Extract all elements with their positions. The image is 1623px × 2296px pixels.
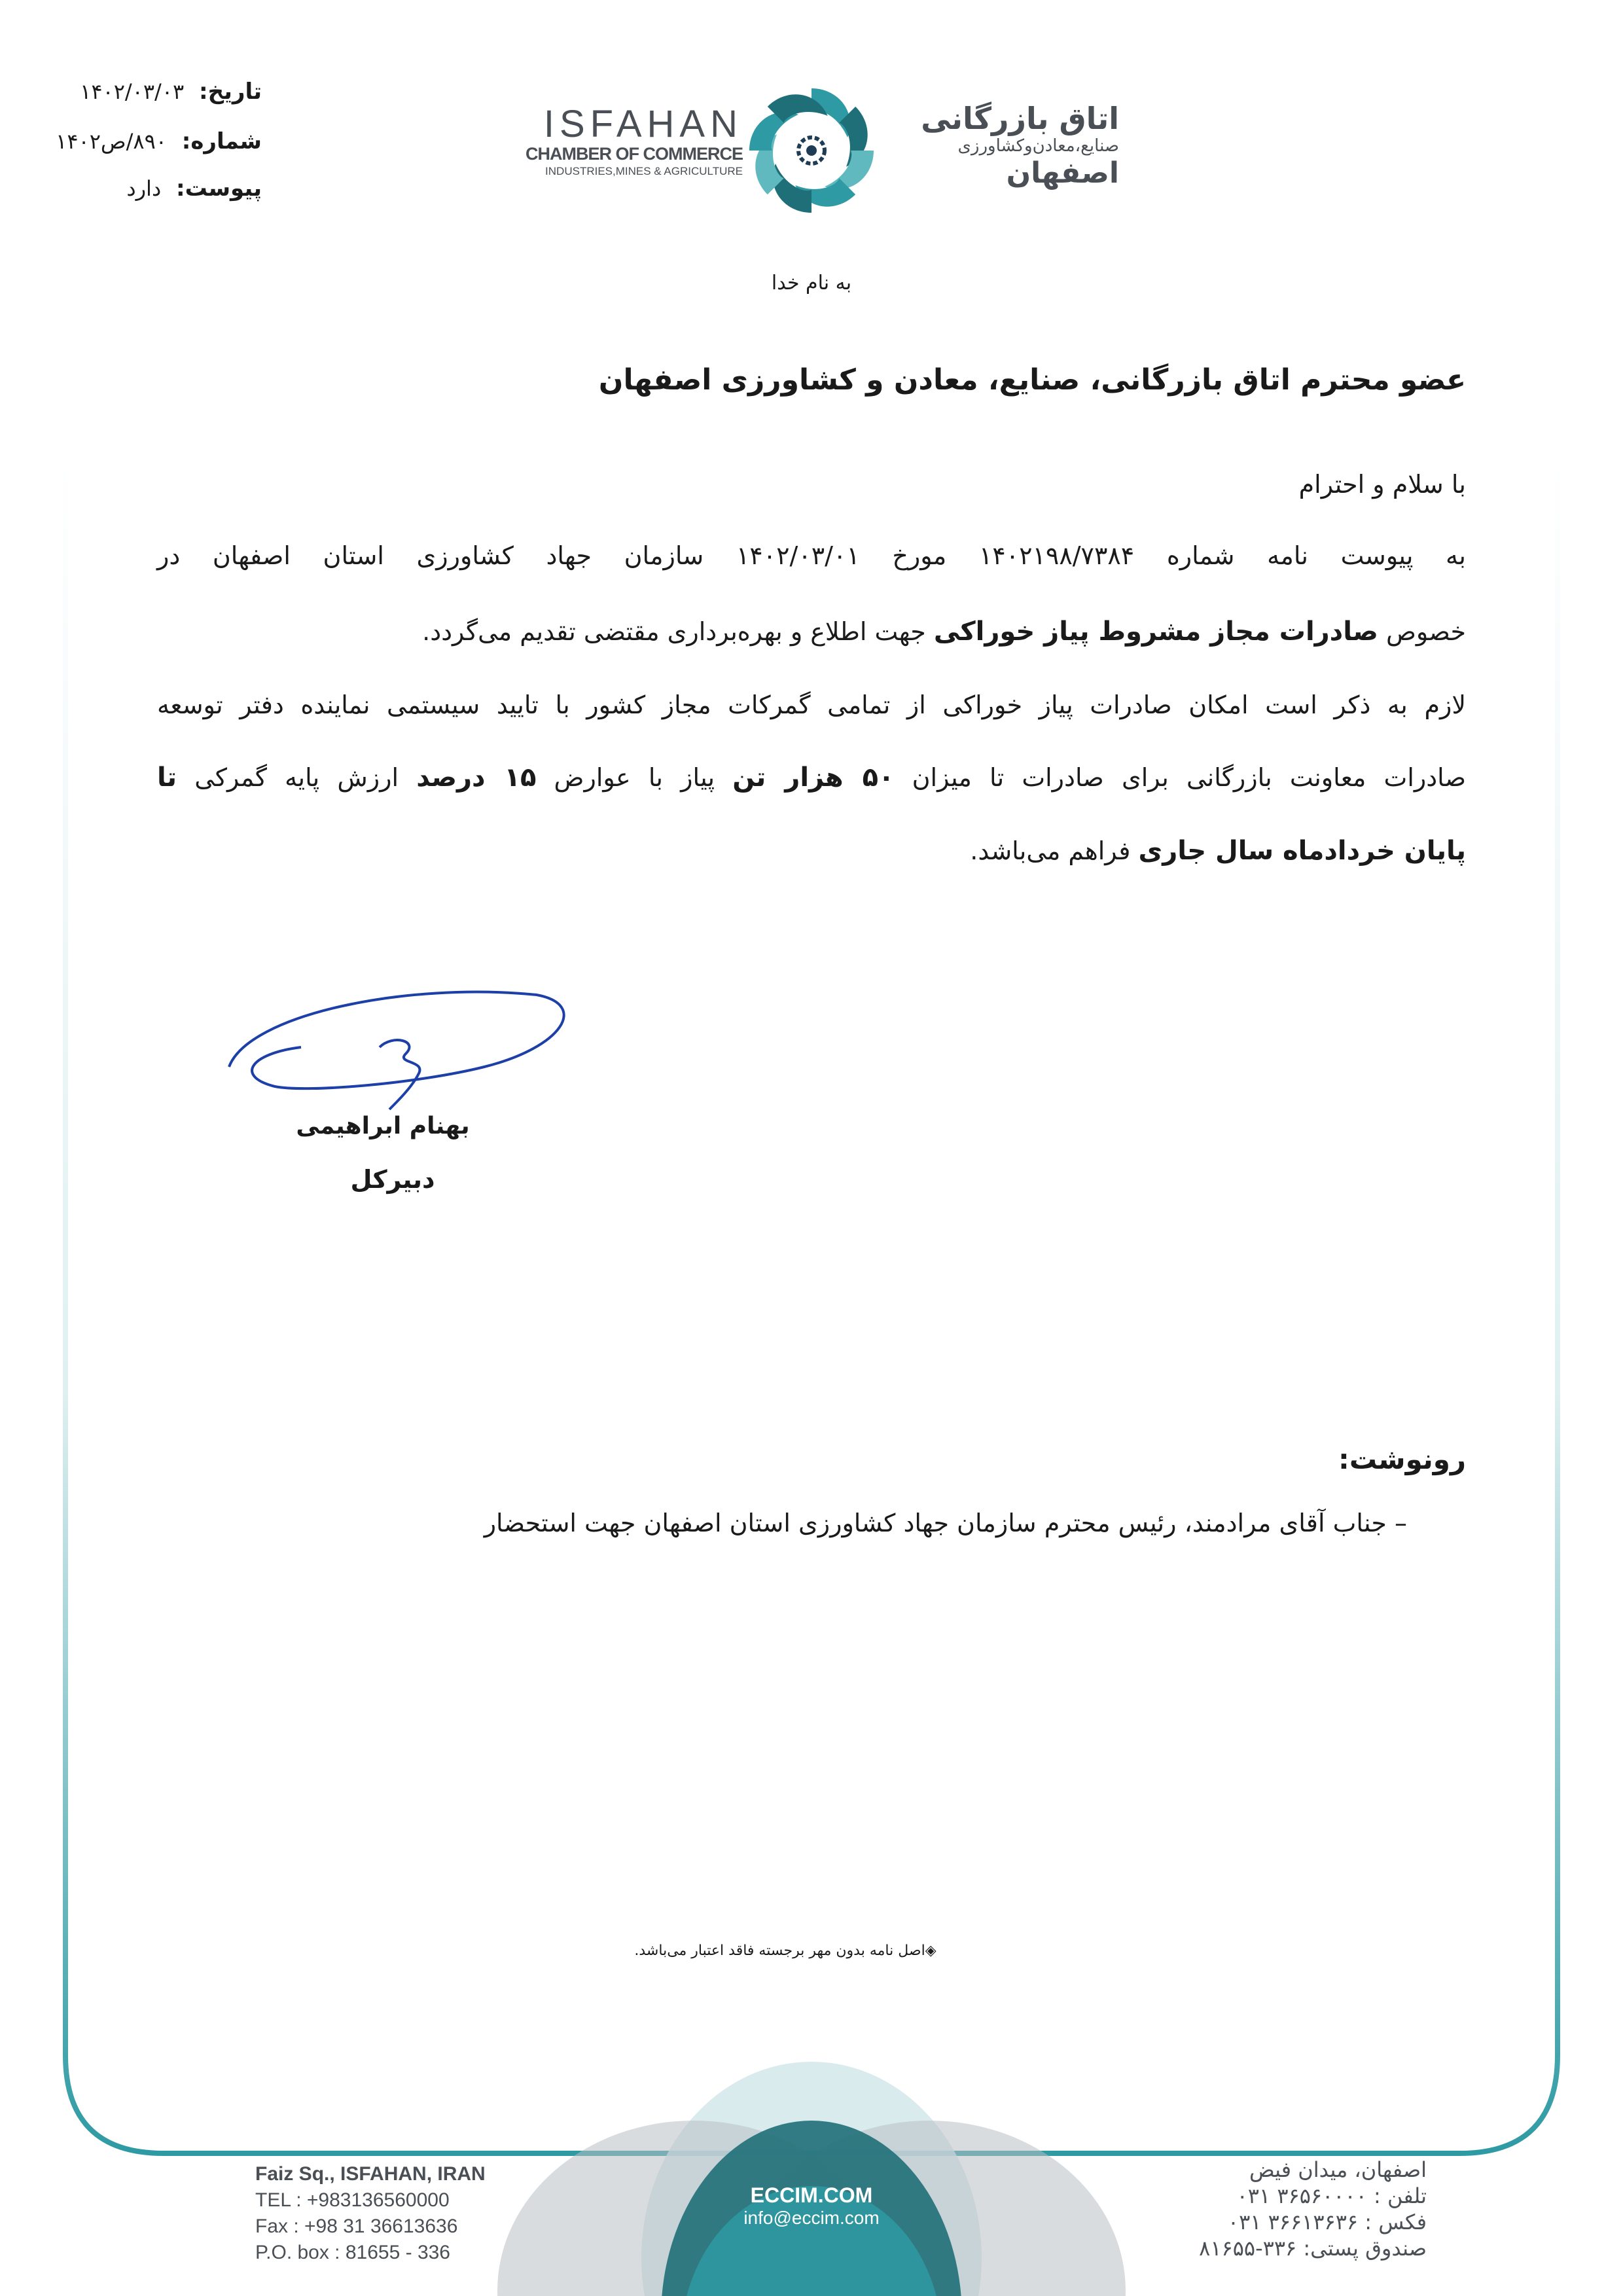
p2-text-c: ارزش پایه گمرکی <box>177 763 417 792</box>
footer-web <box>707 2183 916 2229</box>
date-row <box>46 79 262 105</box>
p2-text-b: پیاز با عوارض <box>536 763 733 792</box>
p2-text-d: فراهم می‌باشد. <box>970 836 1139 865</box>
date-value: ۱۴۰۲/۰۳/۰۳ <box>80 79 185 104</box>
p1-text-a: خصوص <box>1378 617 1466 646</box>
diamond-icon: ◈ <box>925 1943 936 1959</box>
logo-english <box>507 105 743 179</box>
paragraph1-line2 <box>157 615 1466 648</box>
p2-text-a: صادرات معاونت بازرگانی برای صادرات تا میزان <box>894 763 1466 792</box>
number-label: شماره: <box>181 128 262 154</box>
paragraph2-line2 <box>157 761 1466 794</box>
p1-text-b: جهت اطلاع و بهره‌برداری مقتضی تقدیم می‌گردد. <box>422 617 934 646</box>
paragraph1-line1: به پیوست نامه شماره ۱۴۰۲۱۹۸/۷۳۸۴ مورخ ۱۴۰۲/۰۳/۰۱ سازمان جهاد کشاورزی استان اصفهان در <box>157 541 1466 570</box>
signer-title: دبیرکل <box>350 1165 435 1194</box>
p2-bold-deadline: پایان خردادماه سال جاری <box>1138 836 1466 866</box>
logo-fa-line1: اتاق بازرگانی <box>921 101 1119 136</box>
footer-english-contact <box>255 2161 582 2266</box>
number-value: ۸۹۰/ص۱۴۰۲ <box>56 129 167 154</box>
signer-name: بهنام ابراهیمی <box>296 1113 470 1139</box>
logo-persian <box>883 101 1119 190</box>
cc-title: رونوشت: <box>1338 1443 1466 1475</box>
p2-bold-percent: ۱۵ درصد <box>416 762 537 793</box>
logo-en-line3: INDUSTRIES,MINES & AGRICULTURE <box>545 165 743 177</box>
date-label: تاریخ: <box>199 79 262 105</box>
validity-note <box>589 1943 982 1959</box>
footer-persian-contact <box>1113 2157 1427 2261</box>
footer-en-pobox: P.O. box : 81655 - 336 <box>255 2242 450 2263</box>
cc-item: – جناب آقای مرادمند، رئیس محترم سازمان جهاد کشاورزی استان اصفهان جهت استحضار <box>484 1509 1407 1537</box>
recipient-line: عضو محترم اتاق بازرگانی، صنایع، معادن و کشاورزی اصفهان <box>598 363 1466 397</box>
p2-bold-quantity: ۵۰ هزار تن <box>732 762 895 793</box>
basmala: به نام خدا <box>771 272 852 295</box>
p2-bold-until: تا <box>157 762 177 793</box>
attachment-row <box>46 175 262 202</box>
footer-fa-tel: تلفن : ۳۶۵۶۰۰۰۰ ۰۳۱ <box>1236 2183 1427 2208</box>
p1-bold-subject: صادرات مجاز مشروط پیاز خوراکی <box>933 617 1378 647</box>
footer-en-fax: Fax : +98 31 36613636 <box>255 2215 458 2237</box>
paragraph2-line3 <box>157 834 1466 867</box>
footer-fa-address: اصفهان، میدان فیض <box>1249 2157 1427 2182</box>
logo-fa-line3: اصفهان <box>1006 156 1119 190</box>
footer-fa-pobox: صندوق پستی: ۳۳۶-۸۱۶۵۵ <box>1199 2236 1427 2261</box>
greeting: با سلام و احترام <box>1298 470 1466 499</box>
footer-website: ECCIM.COM <box>750 2183 873 2207</box>
chamber-logo-emblem <box>746 85 877 216</box>
attachment-label: پیوست: <box>176 175 262 202</box>
footer-flower-graphic <box>484 2042 1139 2296</box>
logo-en-line1: ISFAHAN <box>543 103 743 145</box>
footer-fa-fax: فکس : ۳۶۶۱۳۶۳۶ ۰۳۱ <box>1227 2210 1427 2234</box>
logo-en-line2: CHAMBER OF COMMERCE <box>526 144 743 164</box>
handwritten-signature <box>209 969 576 1113</box>
footer-en-address: Faiz Sq., ISFAHAN, IRAN <box>255 2163 486 2185</box>
logo-fa-line2: صنایع،معادن‌وکشاورزی <box>957 136 1119 156</box>
attachment-value: دارد <box>126 176 162 201</box>
number-row <box>46 128 262 154</box>
paragraph2-line1: لازم به ذکر است امکان صادرات پیاز خوراکی از تمامی گمرکات مجاز کشور با تایید سیستمی نماینده دفتر توسعه <box>157 691 1466 719</box>
footer-en-tel: TEL : +983136560000 <box>255 2189 450 2211</box>
validity-note-text: اصل نامه بدون مهر برجسته فاقد اعتبار می‌باشد. <box>634 1943 925 1959</box>
footer-email: info@eccim.com <box>743 2208 880 2228</box>
